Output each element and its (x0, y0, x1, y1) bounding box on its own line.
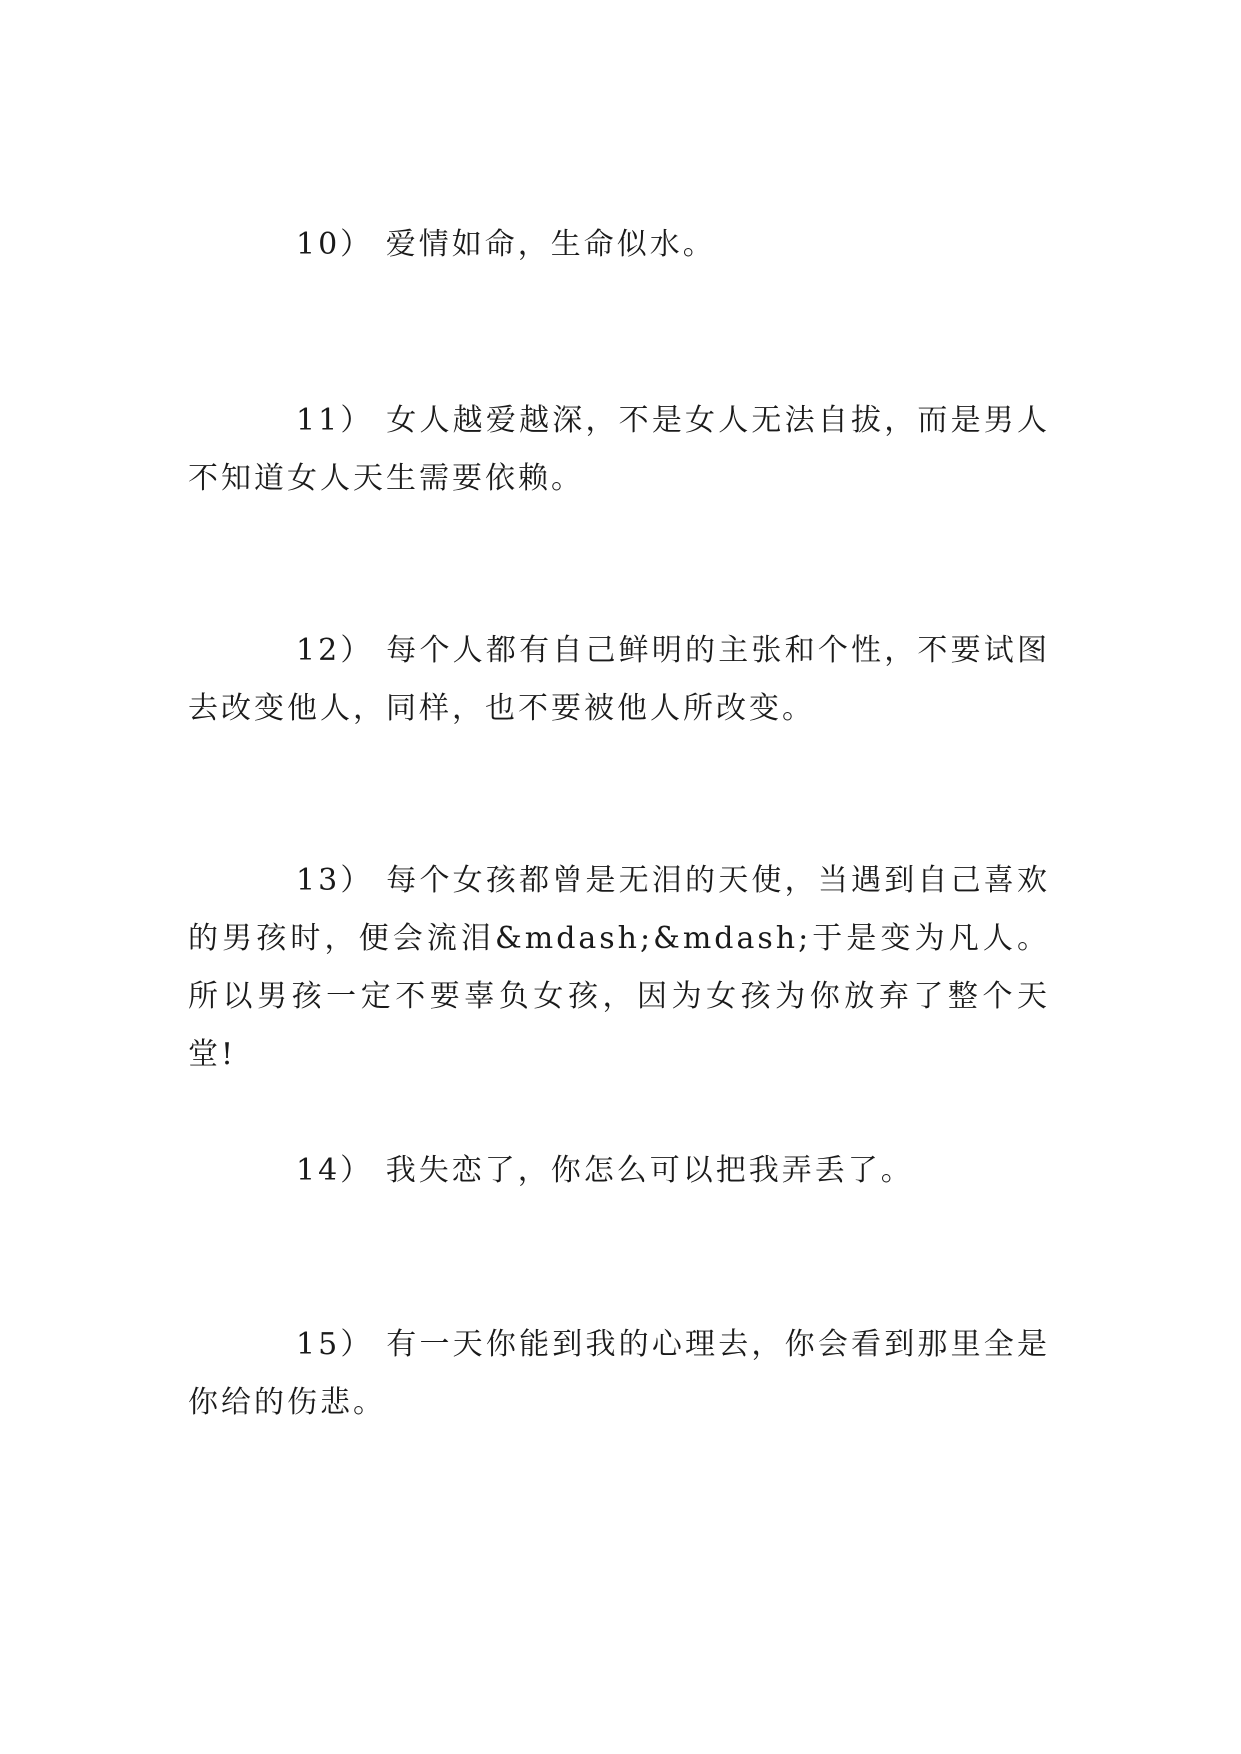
paragraph-text: 女人越爱越深，不是女人无法自拔，而是男人不知道女人天生需要依赖。 (188, 403, 1050, 496)
paragraph-text: 有一天你能到我的心理去，你会看到那里全是你给的伤悲。 (188, 1327, 1050, 1420)
paragraph-text: 爱情如命，生命似水。 (385, 227, 716, 262)
paragraph-14 (188, 1142, 1050, 1200)
paragraph-number: 14） (296, 1153, 374, 1188)
paragraph-12 (188, 622, 1050, 738)
paragraph-11 (188, 392, 1050, 508)
paragraph-13 (188, 852, 1050, 1084)
paragraph-text: 我失恋了，你怎么可以把我弄丢了。 (385, 1153, 914, 1188)
paragraph-number: 10） (296, 227, 374, 262)
paragraph-text: 每个女孩都曾是无泪的天使，当遇到自己喜欢的男孩时，便会流泪&mdash;&mdash;于是变为凡人。所以男孩一定不要辜负女孩，因为女孩为你放弃了整个天堂! (188, 863, 1050, 1072)
paragraph-number: 12） (296, 633, 374, 668)
paragraph-number: 11） (296, 403, 374, 438)
paragraph-number: 15） (296, 1327, 374, 1362)
paragraph-text: 每个人都有自己鲜明的主张和个性，不要试图去改变他人，同样，也不要被他人所改变。 (188, 633, 1050, 726)
paragraph-10 (188, 216, 1050, 274)
paragraph-15 (188, 1316, 1050, 1432)
paragraph-number: 13） (296, 863, 374, 898)
